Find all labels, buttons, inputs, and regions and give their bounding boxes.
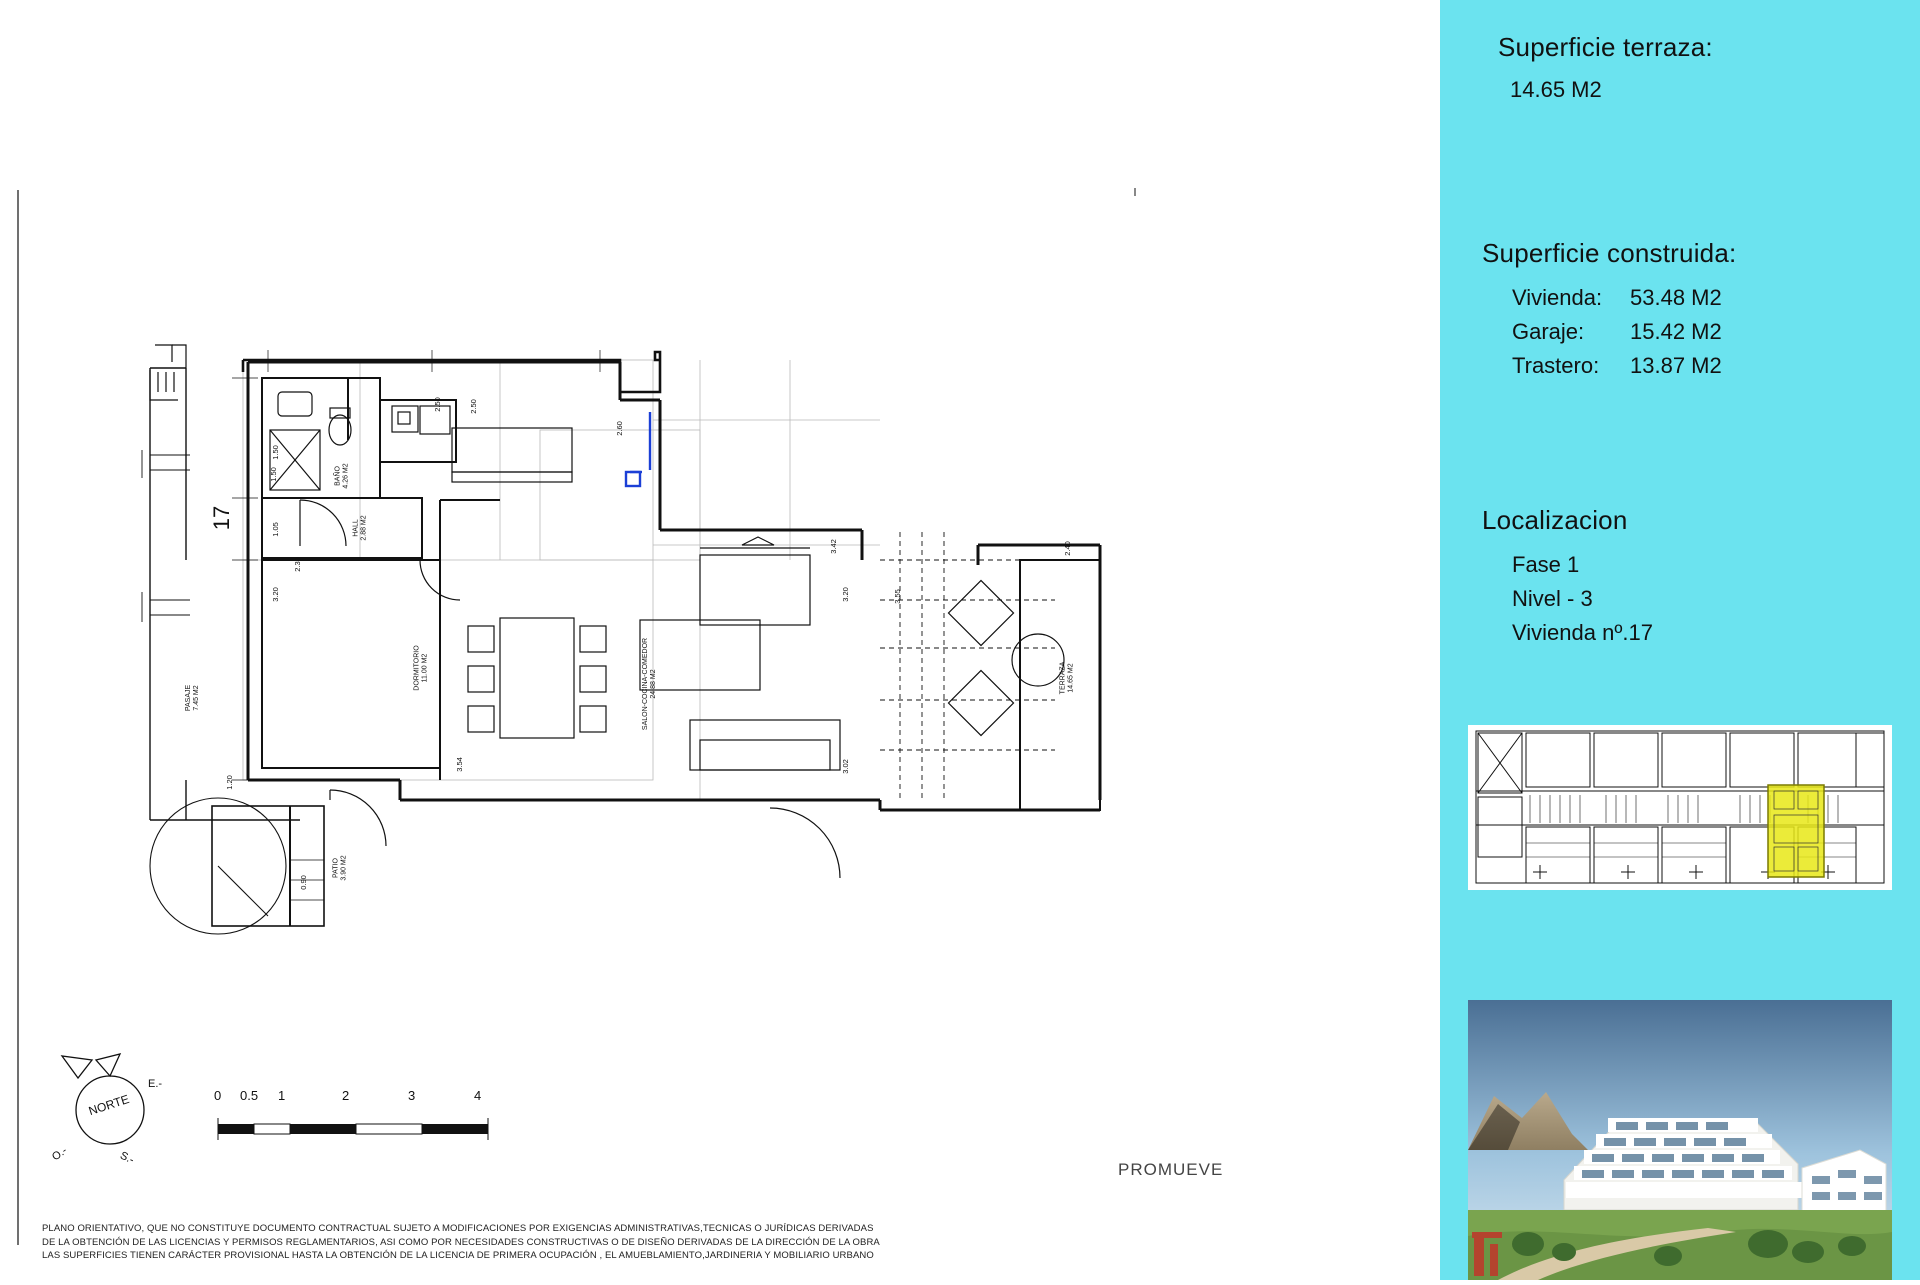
built-area-title: Superficie construida: bbox=[1482, 238, 1737, 268]
dimension-3: 1.50 bbox=[268, 467, 278, 482]
dimension-8: 3.55 bbox=[892, 589, 902, 604]
dimension-1: 2.50 bbox=[468, 399, 478, 414]
location-vivienda: Vivienda nº.17 bbox=[1512, 620, 1653, 645]
scale-tick-3: 2 bbox=[342, 1088, 350, 1103]
building-render-photo bbox=[1468, 1000, 1892, 1280]
unit-number: 17 bbox=[209, 505, 235, 531]
compass-mark-o: O.- bbox=[49, 1144, 70, 1164]
promueve-label: PROMUEVE bbox=[1118, 1160, 1224, 1179]
built-label-vivienda: Vivienda: bbox=[1512, 285, 1603, 310]
legal-line-3: LAS SUPERFICIES TIENEN CARÁCTER PROVISIONAL HASTA LA OBTENCIÓN DE LA LICENCIA DE PRIMERA OCUPACIÓN , EL AMUEBLAMIENTO,JARDINERIA Y MOBILIARIO URBANO bbox=[42, 1250, 874, 1261]
room-label-bano: BAÑO 4.26 M2 bbox=[334, 463, 350, 489]
room-label-hall: HALL 2.88 M2 bbox=[352, 515, 368, 541]
built-label-garaje: Garaje: bbox=[1512, 319, 1585, 344]
highlighted-unit bbox=[1768, 785, 1824, 877]
room-label-terraza: TERRAZA 14.65 M2 bbox=[1058, 661, 1074, 695]
key-plan[interactable] bbox=[1468, 725, 1892, 890]
dimension-10: 3.54 bbox=[454, 757, 464, 772]
legal-line-2: DE LA OBTENCIÓN DE LAS LICENCIAS Y PERMISOS REGLAMENTARIOS, ASI COMO POR NECESIDADES CONSTRUCTIVAS O DE DISEÑO DERIVADAS DE LA DIRECCIÓN DE LA OBRA bbox=[42, 1236, 880, 1248]
north-label: NORTE bbox=[86, 1091, 131, 1119]
scale-tick-0: 0 bbox=[214, 1088, 222, 1103]
legal-line-1: PLANO ORIENTATIVO, QUE NO CONSTITUYE DOCUMENTO CONTRACTUAL SUJETO A MODIFICACIONES POR EXIGENCIAS ADMINISTRATIVAS,TECNICAS O JURÍDICAS DERIVADAS bbox=[42, 1223, 874, 1234]
dimension-13: 1.50 bbox=[270, 445, 280, 460]
built-row-vivienda bbox=[1512, 285, 1920, 311]
built-value-trastero: 13.87 M2 bbox=[1630, 353, 1722, 378]
dimension-0: 2.50 bbox=[432, 397, 442, 412]
terrace-area-title: Superficie terraza: bbox=[1498, 32, 1713, 62]
dimension-15: 2.30 bbox=[292, 557, 302, 572]
location-fase: Fase 1 bbox=[1512, 552, 1580, 577]
room-label-patio: PATIO 3.90 M2 bbox=[332, 855, 348, 881]
dimension-6: 3.42 bbox=[828, 539, 838, 554]
location-title: Localizacion bbox=[1482, 505, 1628, 535]
dimension-2: 2.60 bbox=[614, 421, 624, 436]
terrace-area-value: 14.65 M2 bbox=[1510, 77, 1602, 102]
compass-mark-s: S.- bbox=[118, 1149, 136, 1167]
scale-tick-4: 3 bbox=[408, 1088, 416, 1103]
room-label-salon-cocina-comedor: SALON-COCINA-COMEDOR 24.88 M2 bbox=[642, 637, 657, 731]
dimension-12: 1.20 bbox=[224, 775, 234, 790]
built-label-trastero: Trastero: bbox=[1512, 353, 1600, 378]
room-label-dormitorio: DORMITORIO 11.00 M2 bbox=[414, 645, 429, 691]
scale-tick-5: 4 bbox=[474, 1088, 482, 1103]
dimension-5: 3.20 bbox=[270, 587, 280, 602]
dimension-9: 2.40 bbox=[1062, 541, 1072, 556]
dimension-14: 0.90 bbox=[298, 875, 308, 890]
scale-numbers bbox=[210, 1088, 500, 1138]
room-label-pasaje: PASAJE 7.45 M2 bbox=[184, 684, 200, 712]
built-row-trastero bbox=[1512, 353, 1920, 379]
built-value-garaje: 15.42 M2 bbox=[1630, 319, 1722, 344]
built-value-vivienda: 53.48 M2 bbox=[1630, 285, 1722, 310]
built-row-garaje bbox=[1512, 319, 1920, 345]
dimension-7: 3.20 bbox=[840, 587, 850, 602]
legal-disclaimer bbox=[42, 1222, 1002, 1263]
dimension-11: 3.02 bbox=[840, 759, 850, 774]
dimension-4: 1.05 bbox=[270, 522, 280, 537]
scale-tick-2: 1 bbox=[278, 1088, 286, 1103]
location-nivel: Nivel - 3 bbox=[1512, 586, 1593, 611]
scale-tick-1: 0.5 bbox=[240, 1088, 259, 1103]
compass-mark-e: E.- bbox=[148, 1078, 163, 1090]
